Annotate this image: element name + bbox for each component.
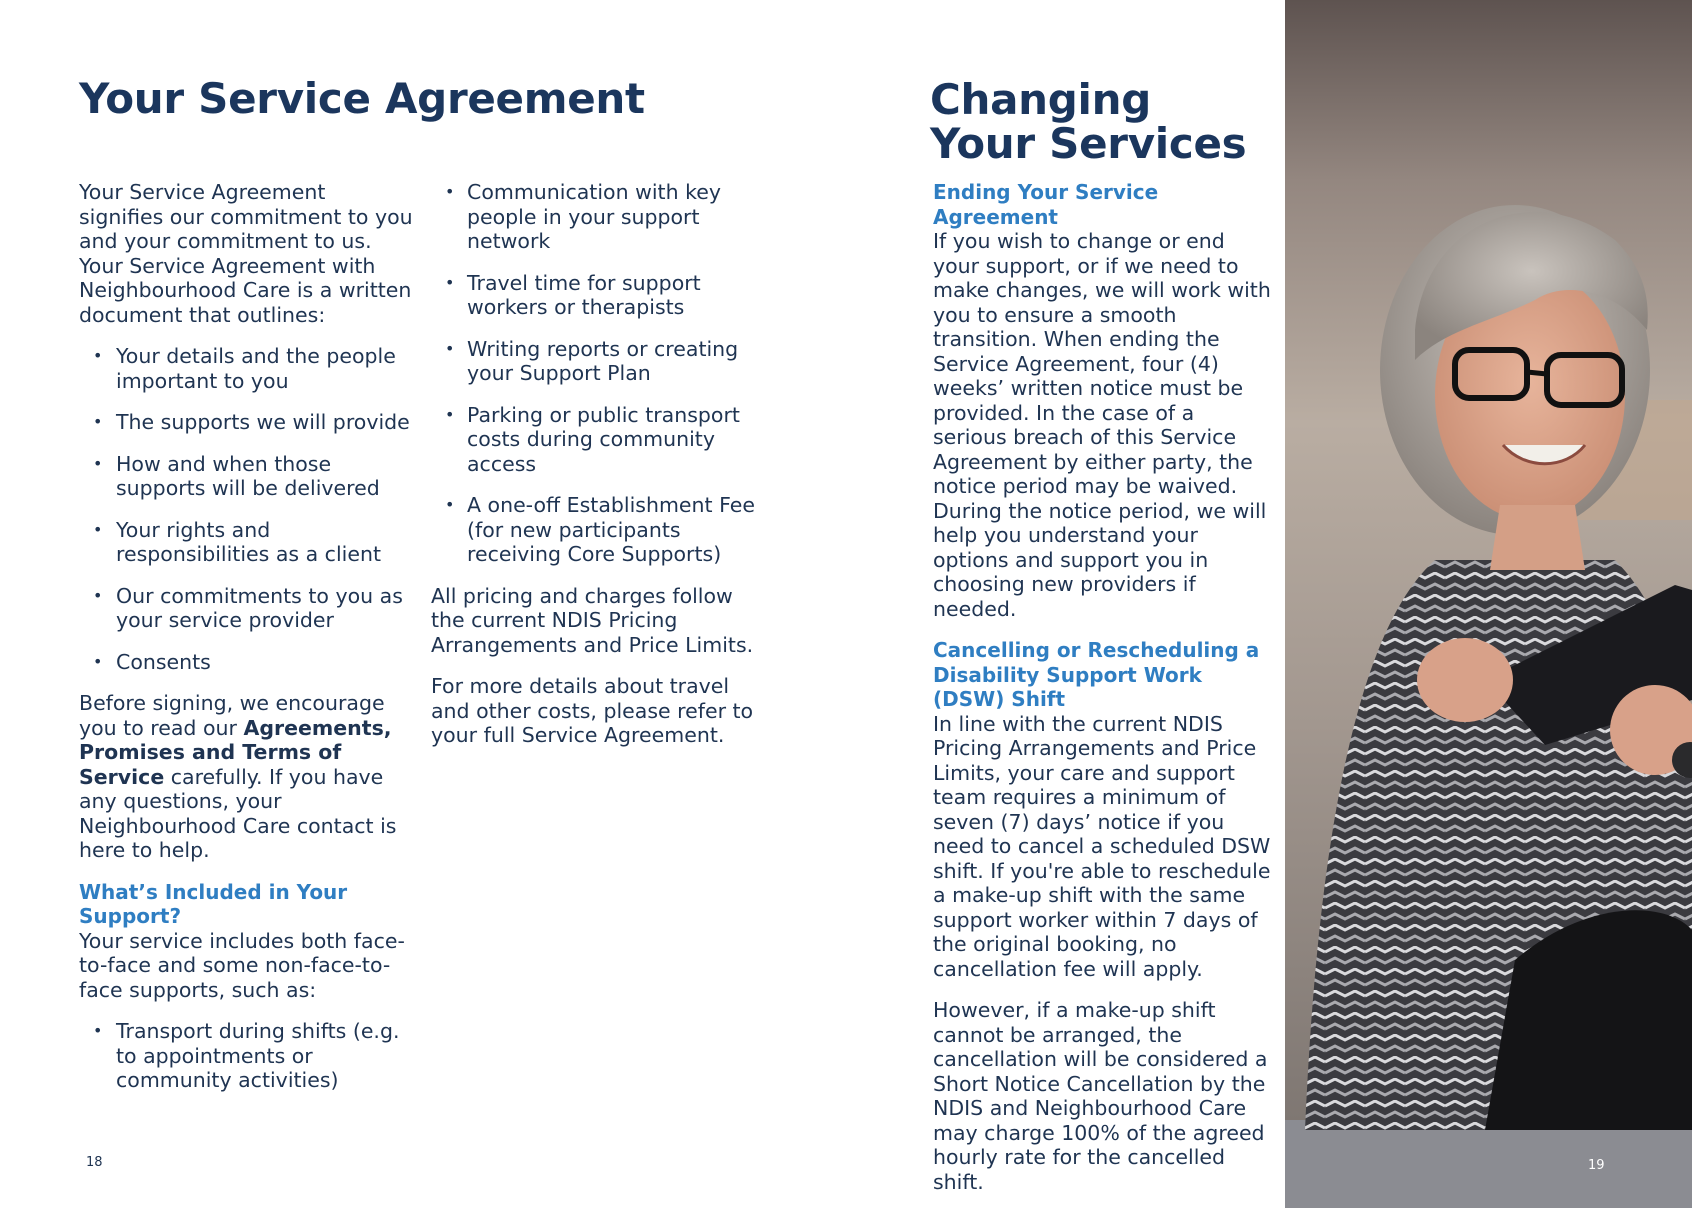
bullet-icon: • [445, 404, 455, 424]
details-paragraph: For more details about travel and other costs, please refer to your full Service Agreement. [431, 674, 754, 747]
ending-paragraph: If you wish to change or end your support, or if we need to make changes, we will work with you to ensure a smooth transition. When ending the Service Agreement, four (4) weeks’ written notice must be provided. In the case of a serious breach of this Service Agreement by either party, the notice period may be waived. During the notice period, we will help you understand your options and support you in choosing new providers if needed. [933, 229, 1271, 621]
list-item: • Parking or public transport costs during community access [445, 402, 740, 476]
list-item: • A one-off Establishment Fee (for new participants receiving Core Supports) [445, 493, 755, 566]
left-column-2 [431, 180, 771, 765]
list-item: • Your details and the people important to you [93, 344, 396, 393]
list-item: • Communication with key people in your support network [445, 180, 721, 253]
list-item: • Transport during shifts (e.g. to appointments or community activities) [93, 1019, 400, 1092]
bullet-icon: • [93, 453, 103, 473]
included-list-2 [431, 180, 771, 567]
bullet-icon: • [445, 495, 455, 514]
page-title-service-agreement: Your Service Agreement [79, 74, 645, 123]
ending-heading: Ending Your Service Agreement [933, 180, 1159, 229]
page-number-left: 18 [86, 1155, 103, 1170]
included-list-1 [79, 1019, 414, 1093]
bullet-icon: • [93, 412, 103, 431]
before-signing-paragraph: Before signing, we encourage you to read our Agreements, Promises and Terms of Service carefully. If you have any questions, your Neighbourhood Care contact is here to help. [79, 691, 397, 862]
bullet-icon: • [445, 338, 455, 358]
intro-paragraph: Your Service Agreement signifies our commitment to you and your commitment to us. Your Service Agreement with Neighbourhood Care is a written document that outlines: [79, 180, 413, 327]
bullet-icon: • [445, 272, 455, 292]
photo-illustration [1285, 0, 1692, 1208]
however-paragraph: However, if a make-up shift cannot be arranged, the cancellation will be considered a Short Notice Cancellation by the NDIS and Neighbourhood Care may charge 100% of the agreed hourly rate for the cancelled shift. [933, 998, 1268, 1194]
cancel-paragraph: In line with the current NDIS Pricing Arrangements and Price Limits, your care and support team requires a minimum of seven (7) days’ notice if you need to cancel a scheduled DSW shift. If you're able to reschedule a make-up shift with the same support worker within 7 days of the original booking, no cancellation fee will apply. [933, 711, 1271, 981]
page-title-changing-services: Changing Your Services [930, 75, 1247, 168]
list-item: • Your rights and responsibilities as a client [93, 517, 381, 566]
page-number-right: 19 [1588, 1158, 1605, 1173]
list-item: • Our commitments to you as your service provider [93, 583, 403, 632]
bullet-icon: • [93, 1021, 103, 1040]
bullet-icon: • [93, 346, 103, 365]
included-heading: What’s Included in Your Support? [79, 879, 348, 928]
right-column [933, 180, 1271, 1208]
list-item: • Writing reports or creating your Support Plan [445, 336, 739, 385]
list-item: • Consents [93, 649, 211, 674]
bullet-icon: • [93, 585, 103, 605]
bullet-icon: • [445, 182, 455, 201]
list-item: • The supports we will provide [93, 410, 410, 434]
list-item: • Travel time for support workers or therapists [445, 270, 701, 319]
pricing-paragraph: All pricing and charges follow the current NDIS Pricing Arrangements and Price Limits. [431, 583, 754, 657]
bullet-icon: • [93, 651, 103, 671]
outline-list [79, 344, 414, 674]
included-paragraph: Your service includes both face-to-face and some non-face-to-face supports, such as: [79, 928, 405, 1002]
photo-woman-with-tablet [1285, 0, 1692, 1208]
cancel-heading: Cancelling or Rescheduling a Disability Support Work (DSW) Shift [933, 638, 1260, 711]
terms-reference: Agreements, Promises and Terms of Service [79, 715, 392, 789]
bullet-icon: • [93, 519, 103, 539]
list-item: • How and when those supports will be delivered [93, 451, 380, 500]
left-column-1 [79, 180, 414, 1110]
